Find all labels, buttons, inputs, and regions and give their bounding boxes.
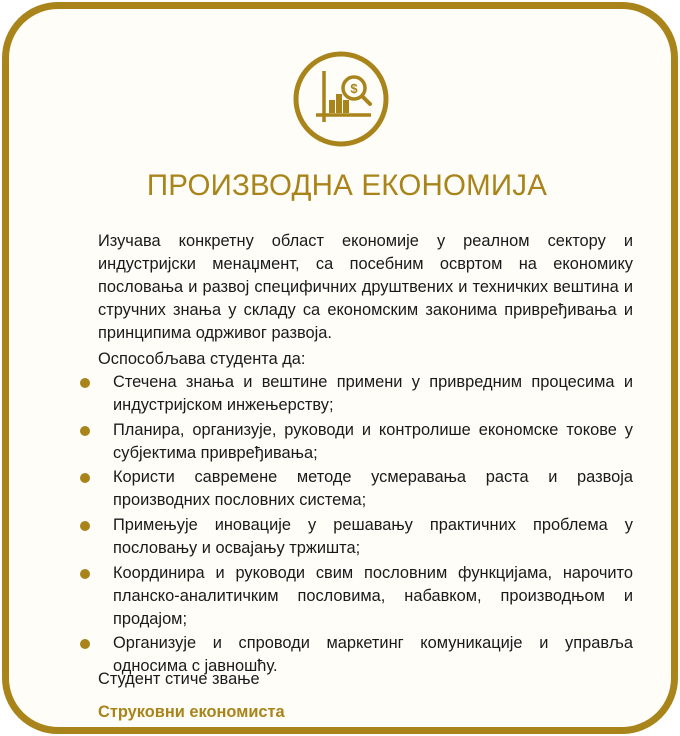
page-title: ПРОИЗВОДНА ЕКОНОМИЈА: [146, 169, 548, 202]
intro-paragraph: Изучава конкретну област економије у реалном сектору и индустријски менаџмент, са посебним освртом на економику пословања и развој специфичних друштвених и техничких вештина и стручних знања у складу са економским законима привређивања и принципима одрживог развоја.: [98, 232, 633, 342]
bullet-dot-icon: [80, 521, 90, 531]
program-card: [2, 2, 678, 734]
svg-text:$: $: [350, 81, 358, 96]
list-item: [78, 371, 633, 417]
list-item: [78, 466, 633, 512]
list-item-text: Планира, организује, руководи и контролише економске токове у субјектима привређивања;: [113, 420, 633, 462]
economics-chart-magnifier-icon: [291, 49, 391, 149]
bullet-dot-icon: [80, 569, 90, 579]
bullet-dot-icon: [80, 473, 90, 483]
list-item: [78, 514, 633, 560]
list-item-text: Стечена знања и вештине примени у привредним процесима и индустријском инжењерству;: [113, 373, 633, 414]
list-item: [78, 419, 633, 465]
list-item-text: Користи савремене методе усмеравања раста и развоја производних пословних система;: [113, 468, 633, 510]
list-lead: Оспособљава студента да:: [98, 350, 306, 368]
bullet-dot-icon: [80, 639, 90, 649]
competency-list: [78, 371, 633, 680]
bullet-dot-icon: [80, 378, 90, 388]
list-item-text: Примењује иновације у решавању практичних проблема у пословању и освајању тржишта;: [113, 516, 633, 558]
list-item-text: Координира и руководи свим пословним функцијама, нарочито планско-аналитичким пословима, набавком, производњом и продајом;: [113, 563, 633, 628]
bullet-dot-icon: [80, 426, 90, 436]
list-item: [78, 562, 633, 631]
list-item-text: Организује и спроводи маркетинг комуникације и управља односима с јавношћу.: [113, 634, 633, 676]
student-title-text: Студент стиче звање: [98, 670, 260, 688]
degree-title: Струковни економиста: [98, 703, 285, 721]
